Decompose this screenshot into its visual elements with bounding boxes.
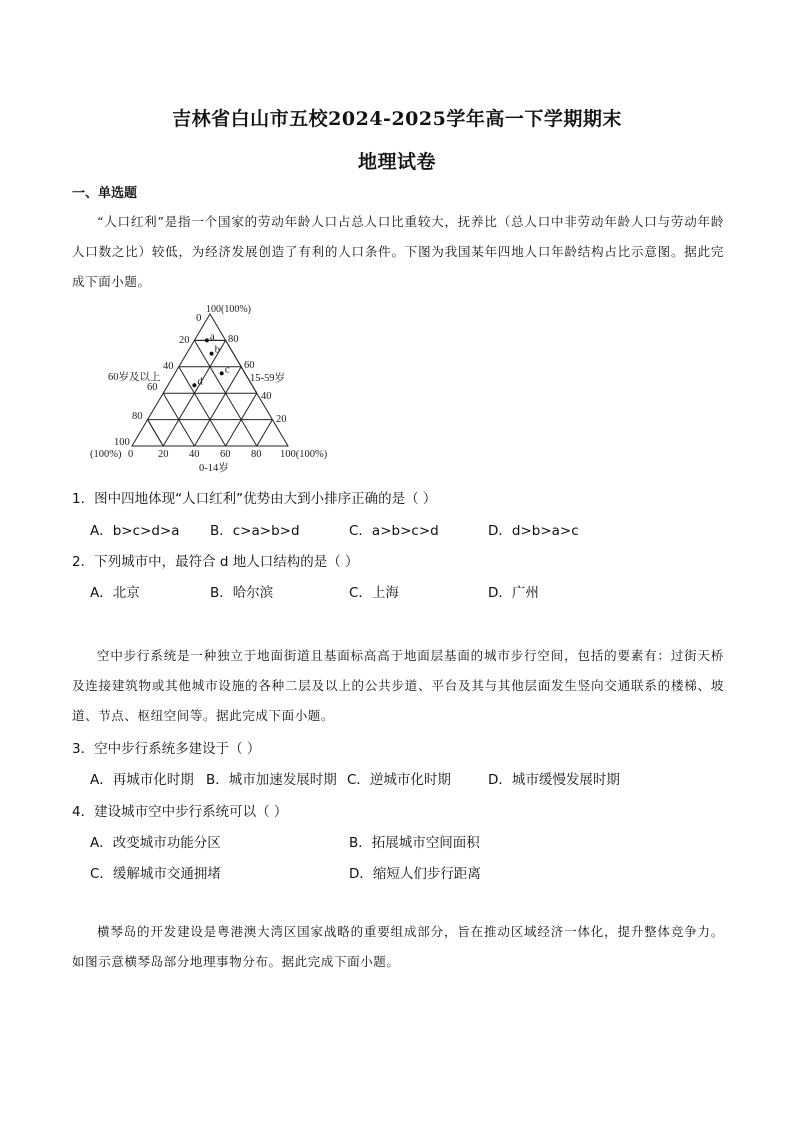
question-3-stem: 3．空中步行系统多建设于（ ）	[72, 741, 261, 757]
right-tick: 80	[228, 334, 239, 345]
left-axis-label: 60岁及以上	[108, 372, 161, 383]
bottom-tick: 60	[220, 449, 231, 460]
question-3-option-a[interactable]: A．再城市化时期	[90, 772, 194, 788]
point-label-d: d	[197, 375, 203, 388]
right-tick: 40	[261, 391, 272, 402]
question-4-option-c[interactable]: C．缓解城市交通拥堵	[90, 866, 221, 882]
point-label-b: b	[214, 343, 221, 356]
passage-hengqin-island: 横琴岛的开发建设是粤港澳大湾区国家战略的重要组成部分，旨在推动区域经济一体化，提升整体竞争力。如图示意横琴岛部分地理事物分布。据此完成下面小题。	[72, 924, 724, 969]
point-label-a: a	[209, 330, 215, 343]
left-tick: 80	[132, 411, 143, 422]
question-3-option-b[interactable]: B．城市加速发展时期	[206, 772, 337, 788]
bottom-right-corner-label: 100(100%)	[280, 449, 328, 460]
question-2-option-a[interactable]: A．北京	[90, 585, 140, 601]
question-4-stem: 4．建设城市空中步行系统可以（ ）	[72, 804, 288, 820]
question-1-option-d[interactable]: D．d>b>a>c	[488, 523, 579, 539]
bottom-tick: 20	[158, 449, 169, 460]
left-tick: 40	[163, 361, 174, 372]
exam-subtitle: 地理试卷	[357, 151, 436, 173]
bottom-left-corner-label: 100	[114, 437, 130, 448]
question-1-option-a[interactable]: A．b>c>d>a	[90, 523, 180, 539]
right-axis-label: 15-59岁	[250, 373, 285, 384]
point-a	[205, 338, 209, 342]
ternary-points	[192, 330, 229, 387]
passage-skywalk-system: 空中步行系统是一种独立于地面街道且基面标高高于地面层基面的城市步行空间，包括的要素有：过街天桥及连接建筑物或其他城市设施的各种二层及以上的公共步道、平台及其与其他层面发生竖向交通联系的楼梯、坡道、节点、枢纽空间等。据此完成下面小题。	[72, 648, 724, 723]
section-heading: 一、单选题	[72, 186, 138, 201]
point-c	[220, 371, 224, 375]
bottom-tick: 40	[189, 449, 200, 460]
apex-zero-label: 0	[196, 312, 202, 324]
point-label-c: c	[224, 363, 230, 376]
right-tick: 60	[244, 360, 255, 371]
ternary-age-structure-figure	[84, 298, 364, 476]
passage-population-dividend: “人口红利”是指一个国家的劳动年龄人口占总人口比重较大，抚养比（总人口中非劳动年龄人口与劳动年龄人口数之比）较低，为经济发展创造了有利的人口条件。下图为我国某年四地人口年龄结构占比示意图。据此完成下面小题。	[72, 214, 724, 289]
question-4-option-b[interactable]: B．拓展城市空间面积	[349, 835, 480, 851]
question-1-option-b[interactable]: B．c>a>b>d	[210, 523, 300, 539]
question-3-option-d[interactable]: D．城市缓慢发展时期	[488, 772, 620, 788]
left-tick: 20	[179, 335, 190, 346]
apex-label: 100(100%)	[206, 304, 251, 315]
bottom-tick: 80	[251, 449, 262, 460]
question-2-option-b[interactable]: B．哈尔滨	[210, 585, 274, 601]
point-d	[192, 383, 196, 387]
left-tick: 60	[147, 382, 158, 393]
question-2-stem: 2．下列城市中，最符合 d 地人口结构的是（ ）	[72, 554, 359, 570]
question-4-option-a[interactable]: A．改变城市功能分区	[90, 835, 221, 851]
bottom-zero-label: 0	[128, 449, 134, 460]
question-4-option-d[interactable]: D．缩短人们步行距离	[349, 866, 481, 882]
question-1-option-c[interactable]: C．a>b>c>d	[349, 523, 439, 539]
question-2-option-c[interactable]: C．上海	[349, 585, 399, 601]
bottom-axis-label: 0-14岁	[199, 463, 229, 474]
question-3-option-c[interactable]: C．逆城市化时期	[347, 772, 451, 788]
point-b	[210, 352, 214, 356]
bottom-left-corner-pct: (100%)	[90, 449, 122, 460]
exam-title: 吉林省白山市五校2024-2025学年高一下学期期末	[172, 108, 622, 130]
right-tick: 20	[276, 414, 287, 425]
question-2-option-d[interactable]: D．广州	[488, 585, 539, 601]
question-1-stem: 1．图中四地体现“人口红利”优势由大到小排序正确的是（ ）	[72, 491, 437, 507]
